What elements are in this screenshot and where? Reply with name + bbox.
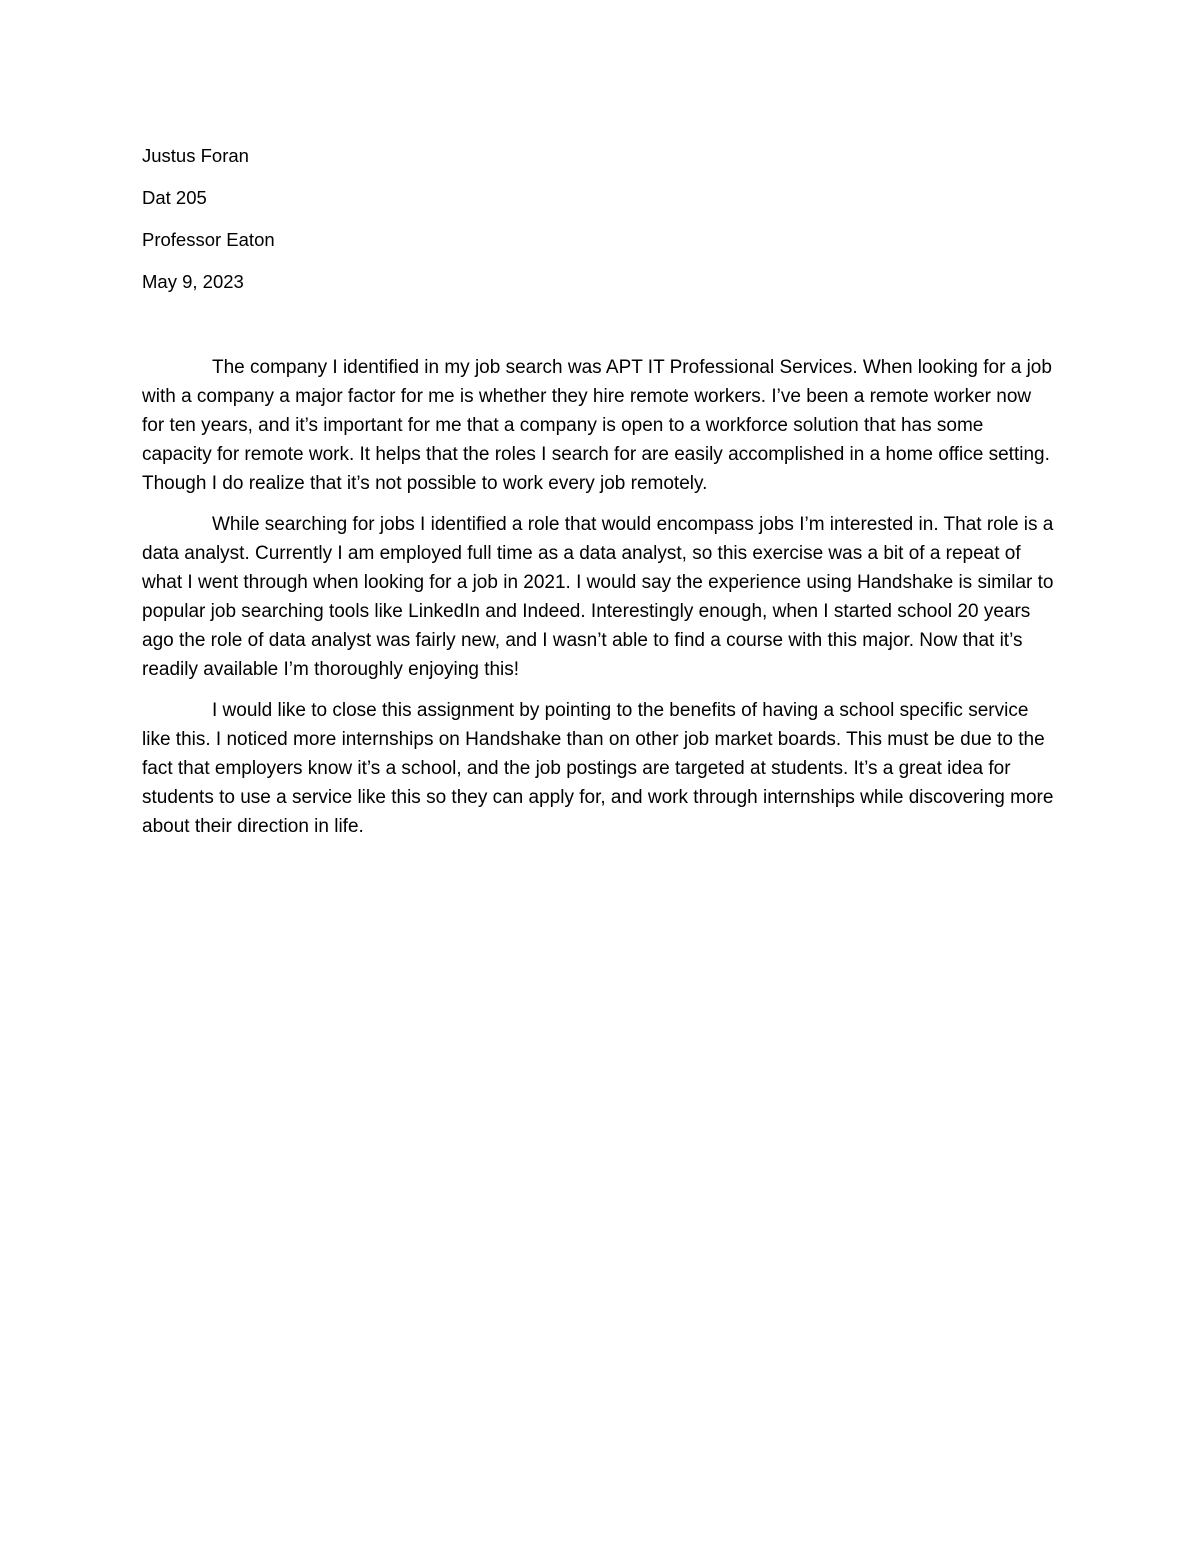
professor-name: Professor Eaton [142, 229, 275, 250]
paragraph-1: The company I identified in my job search was APT IT Professional Services. When looking for a job with a company a major factor for me is whether they hire remote workers. I’ve been a remote worker now for ten years, and it’s important for me that a company is open to a workforce solution that has some capacity for remote work. It helps that the roles I search for are easily accomplished in a home office setting. Though I do realize that it’s not possible to work every job remotely. [142, 357, 1052, 494]
course-name: Dat 205 [142, 187, 207, 208]
document-body [142, 353, 1054, 853]
document-date: May 9, 2023 [142, 271, 244, 292]
author-name: Justus Foran [142, 145, 249, 166]
document-header [142, 142, 1062, 310]
paragraph-2: While searching for jobs I identified a role that would encompass jobs I’m interested in. That role is a data analyst. Currently I am employed full time as a data analyst, so this exercise was a bit of a repeat of what I went through when looking for a job in 2021. I would say the experience using Handshake is similar to popular job searching tools like LinkedIn and Indeed. Interestingly enough, when I started school 20 years ago the role of data analyst was fairly new, and I wasn’t able to find a course with this major. Now that it’s readily available I’m thoroughly enjoying this! [142, 514, 1054, 680]
paragraph-3: I would like to close this assignment by pointing to the benefits of having a school specific service like this. I noticed more internships on Handshake than on other job market boards. This must be due to the fact that employers know it’s a school, and the job postings are targeted at students. It’s a great idea for students to use a service like this so they can apply for, and work through internships while discovering more about their direction in life. [142, 700, 1054, 837]
